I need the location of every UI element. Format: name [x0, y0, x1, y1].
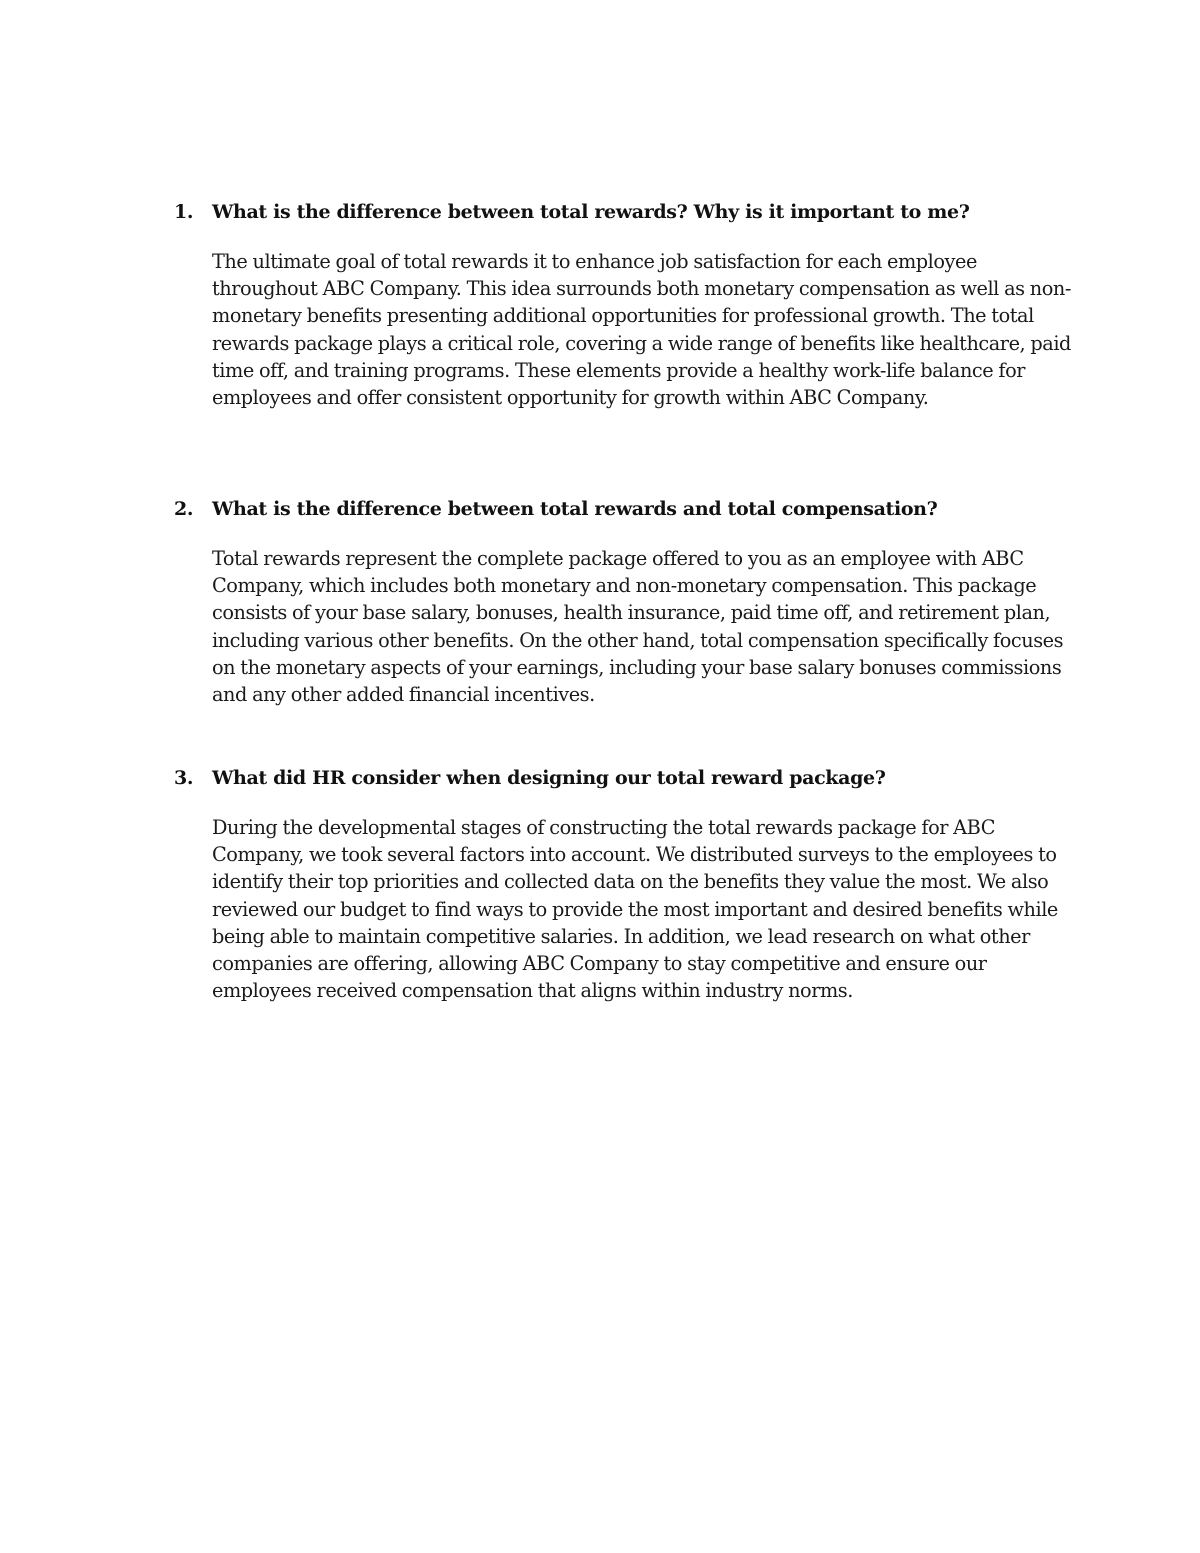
question-number: 1.	[174, 201, 194, 223]
question-number: 3.	[174, 767, 194, 789]
question-row	[0, 196, 1200, 228]
question-heading: What did HR consider when designing our total reward package?	[212, 767, 886, 789]
question-row	[0, 762, 1200, 794]
answer-paragraph: During the developmental stages of constructing the total rewards package for ABC Company, we took several factors into account. We distributed surveys to the employees to identify their top priorities and collected data on the benefits they value the most. We also reviewed our budget to find ways to provide the most important and desired benefits while being able to maintain competitive salaries. In addition, we lead research on what other companies are offering, allowing ABC Company to stay competitive and ensure our employees received compensation that aligns within industry norms.	[212, 816, 1058, 1003]
faq-item-3	[0, 762, 1200, 1003]
answer-paragraph: The ultimate goal of total rewards it to enhance job satisfaction for each employee throughout ABC Company. This idea surrounds both monetary compensation as well as non-monetary benefits presenting additional opportunities for professional growth. The total rewards package plays a critical role, covering a wide range of benefits like healthcare, paid time off, and training programs. These elements provide a healthy work-life balance for employees and offer consistent opportunity for growth within ABC Company.	[212, 250, 1071, 410]
question-row	[0, 493, 1200, 525]
question-heading: What is the difference between total rewards and total compensation?	[212, 498, 938, 520]
answer-paragraph: Total rewards represent the complete package offered to you as an employee with ABC Company, which includes both monetary and non-monetary compensation. This package consists of your base salary, bonuses, health insurance, paid time off, and retirement plan, including various other benefits. On the other hand, total compensation specifically focuses on the monetary aspects of your earnings, including your base salary bonuses commissions and any other added financial incentives.	[212, 547, 1064, 707]
question-number: 2.	[174, 498, 194, 520]
faq-item-1	[0, 196, 1200, 410]
question-heading: What is the difference between total rewards? Why is it important to me?	[212, 201, 970, 223]
faq-item-2	[0, 493, 1200, 707]
